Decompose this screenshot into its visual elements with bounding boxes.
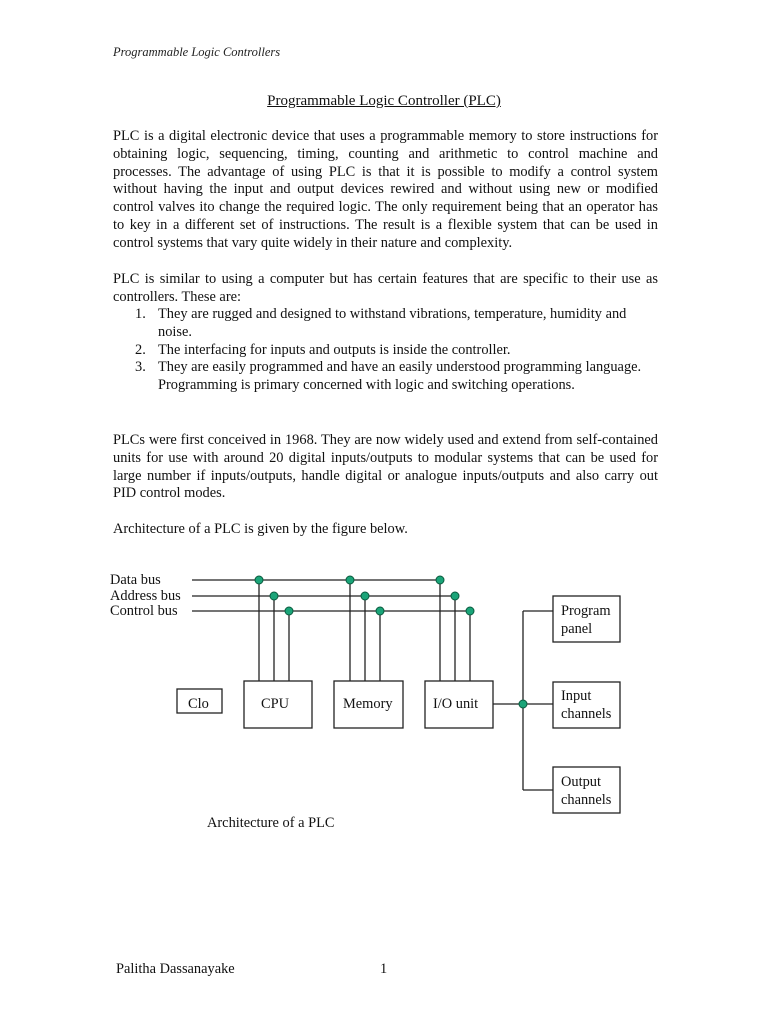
junction-dot: [376, 607, 384, 615]
junction-dot: [270, 592, 278, 600]
junction-dot: [451, 592, 459, 600]
junction-dot: [436, 576, 444, 584]
program-panel-label-line1: Program: [561, 603, 611, 619]
clock-label: Clo: [188, 696, 209, 712]
list-item-number: 2.: [135, 341, 146, 358]
junction-dot: [255, 576, 263, 584]
junction-dot: [519, 700, 527, 708]
list-item-number: 3.: [135, 359, 146, 376]
list-item-text: The interfacing for inputs and outputs is inside the controller.: [158, 341, 511, 358]
list-item-number: 1.: [135, 306, 146, 322]
figure-caption: Architecture of a PLC: [207, 815, 335, 831]
data-bus-label: Data bus: [110, 572, 161, 588]
footer-author: Palitha Dassanayake: [116, 961, 235, 977]
page-number: 1: [380, 961, 388, 977]
running-header: Programmable Logic Controllers: [113, 45, 281, 59]
input-channels-label-line2: channels: [561, 706, 612, 722]
memory-label: Memory: [343, 696, 393, 712]
output-channels-label-line1: Output: [561, 774, 601, 790]
list-item-text: They are easily programmed and have an easily understood programming language. Programming is primary concerned with logic and switching operations.: [158, 359, 642, 394]
address-bus-label: Address bus: [110, 588, 181, 604]
program-panel-label-line2: panel: [561, 621, 593, 637]
page-title: Programmable Logic Controller (PLC): [267, 93, 501, 109]
junction-dot: [285, 607, 293, 615]
figure-intro-paragraph: Architecture of a PLC is given by the figure below.: [113, 521, 408, 537]
list-item-text: They are rugged and designed to withstand vibrations, temperature, humidity and noise.: [158, 306, 627, 340]
control-bus-label: Control bus: [110, 603, 178, 619]
junction-dot: [361, 592, 369, 600]
output-channels-label-line2: channels: [561, 792, 612, 808]
junction-dot: [466, 607, 474, 615]
intro-paragraph: PLC is a digital electronic device that uses a programmable memory to store instructions for obtaining logic, sequencing, timing, counting and arithmetic to control machine and processes. The advantage of using PLC is that it is possible to modify a control system without having the input and output devices rewired and without using new or modified control valves ito change the required logic. The only requirement being that an operator has to key in a different set of instructions. The result is a flexible system that can be used in control systems that vary quite widely in their nature and complexity.: [113, 128, 658, 251]
junction-dot: [346, 576, 354, 584]
features-intro-paragraph: PLC is similar to using a computer but has certain features that are specific to their use as controllers. These are:: [113, 271, 658, 305]
io-unit-label: I/O unit: [433, 696, 479, 712]
history-paragraph: PLCs were first conceived in 1968. They are now widely used and extend from self-contained units for use with around 20 digital inputs/outputs to modular systems that can be used for large number if inputs/outputs, handle digital or analogue inputs/outputs and also carry out PID control modes.: [113, 432, 658, 502]
cpu-label: CPU: [261, 696, 289, 712]
input-channels-label-line1: Input: [561, 688, 592, 704]
